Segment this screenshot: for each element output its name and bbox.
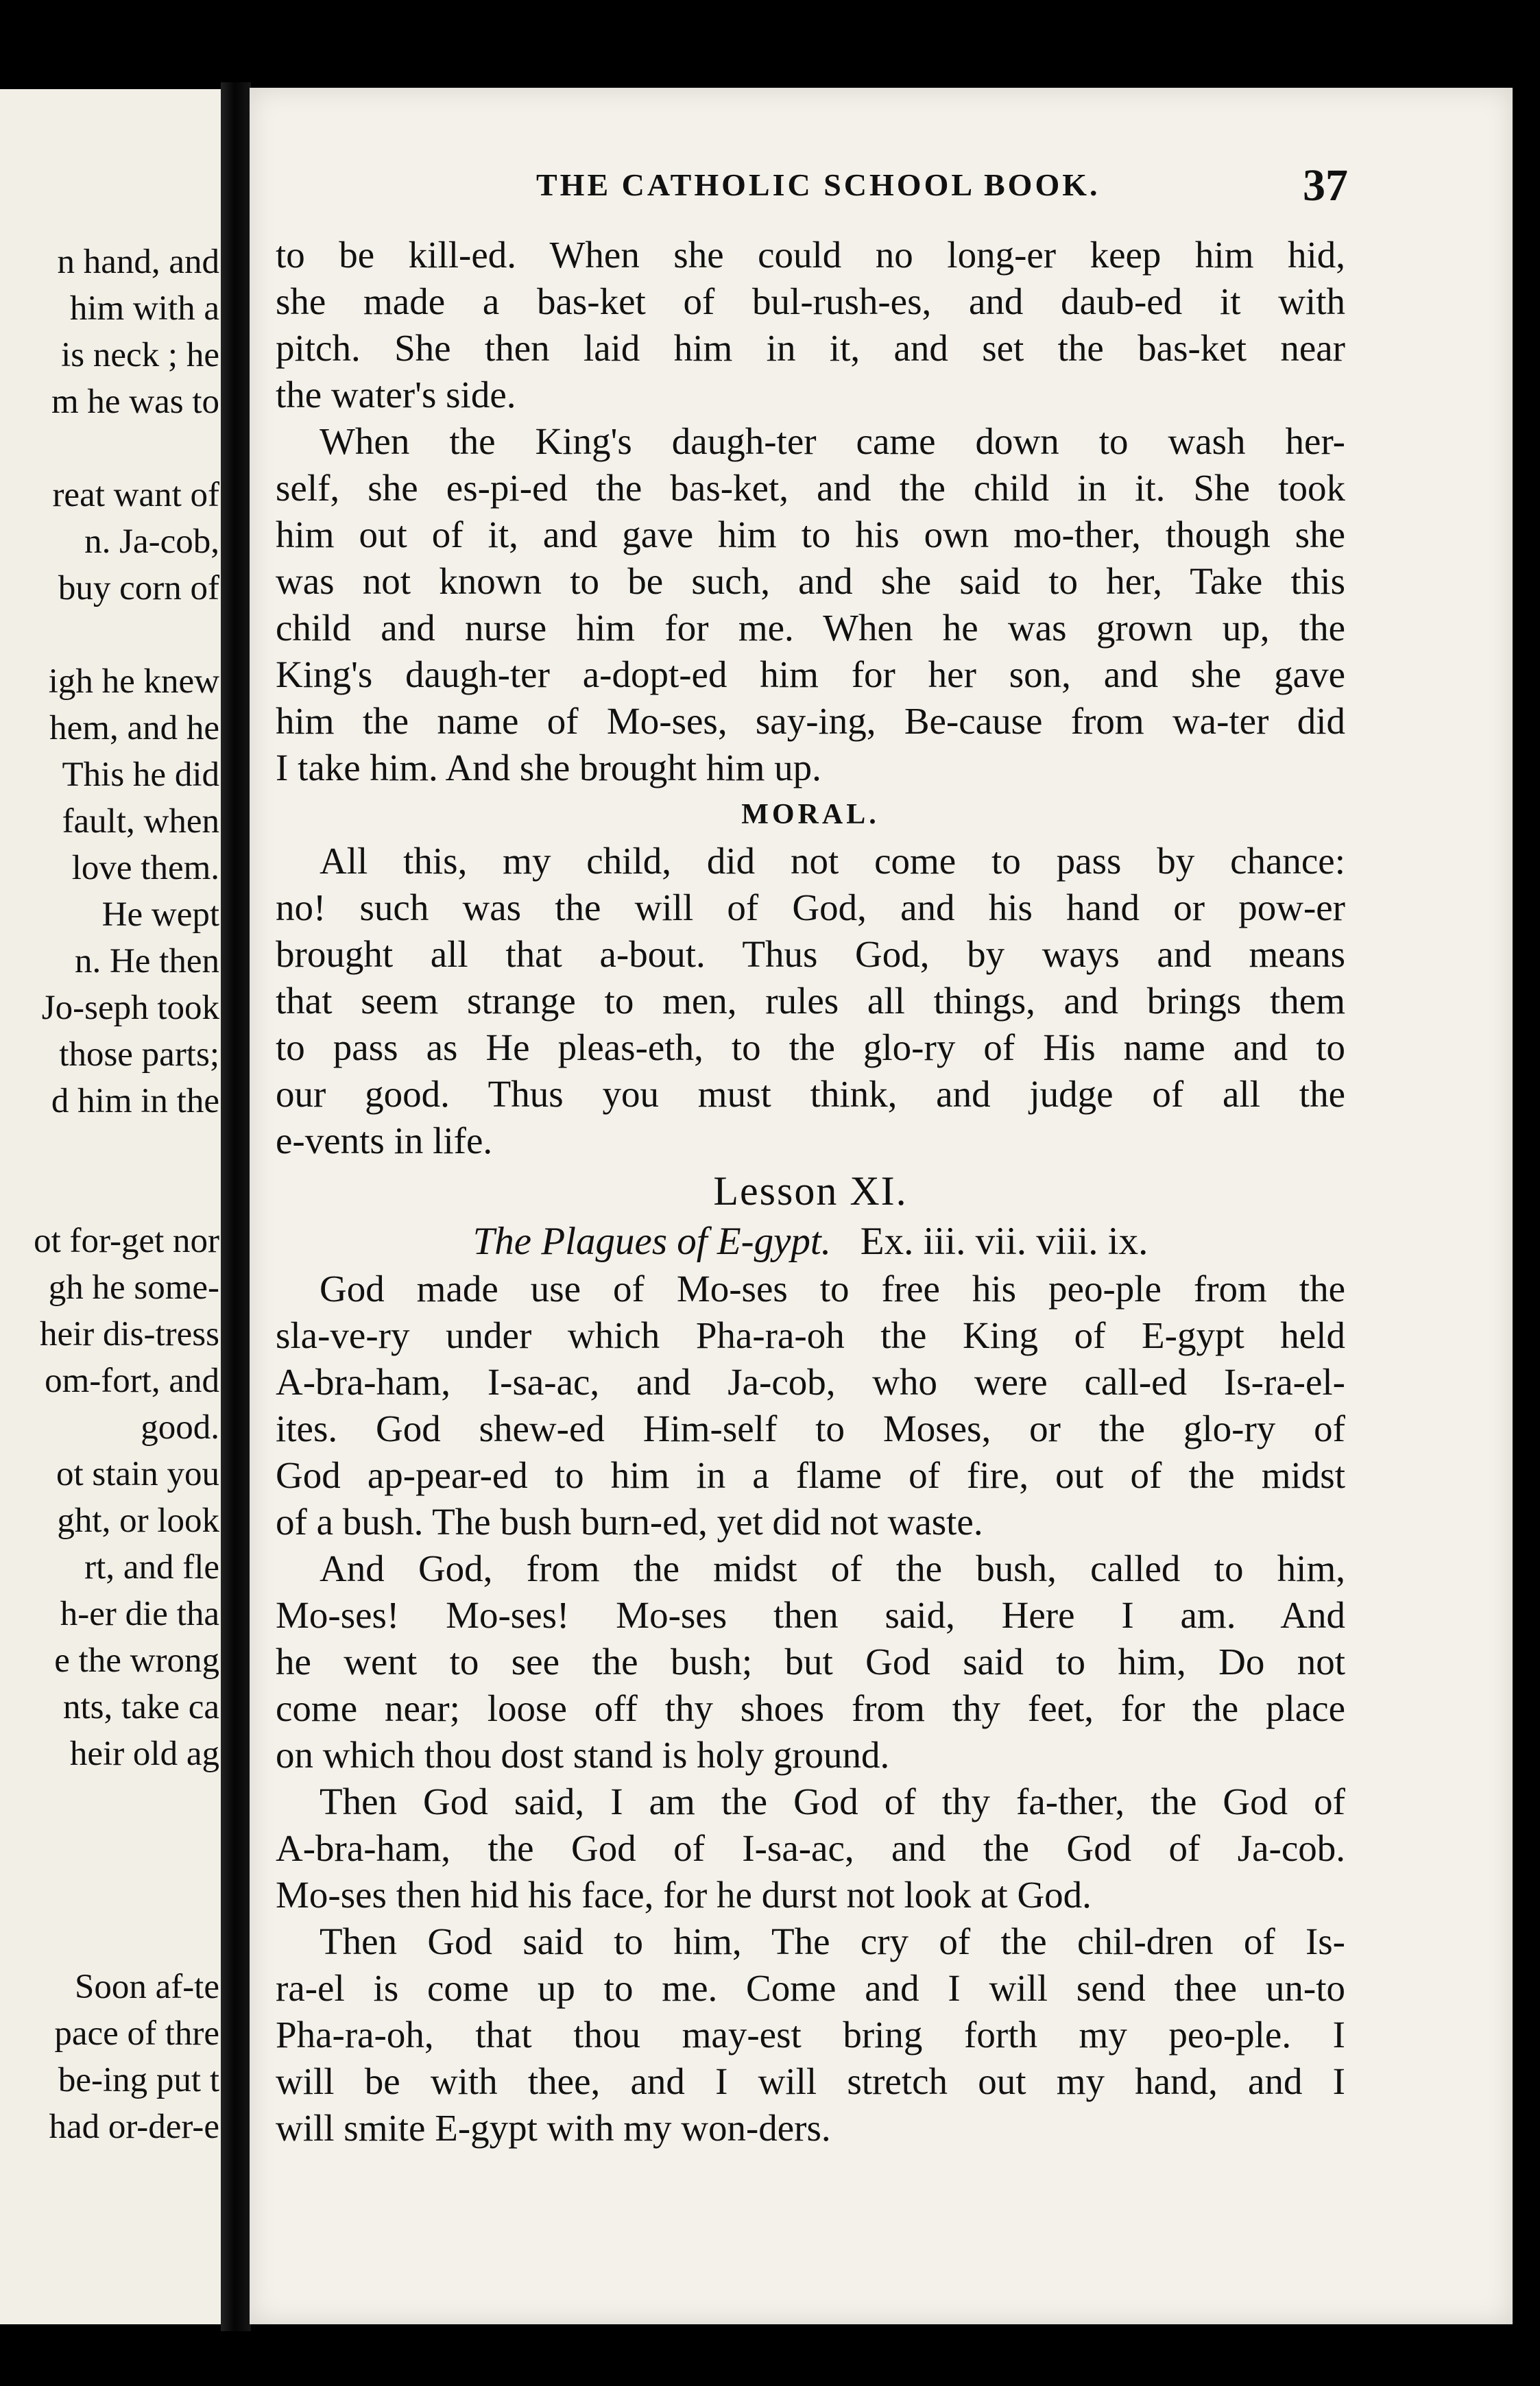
left-page-line: He wept: [101, 895, 219, 934]
left-page-line: those parts;: [59, 1035, 219, 1074]
lesson-paragraphs: [276, 1266, 1345, 2152]
lesson-reference: Ex. iii. vii. viii. ix.: [860, 1220, 1148, 1263]
lesson-line: Pha-ra-oh, that thou may-est bring forth my peo-ple. I: [276, 2014, 1345, 2056]
story-line: When the King's daugh-ter came down to wash her-: [320, 420, 1345, 462]
story-line: King's daugh-ter a-dopt-ed him for her son, and she gave: [276, 653, 1345, 695]
left-page-line: him with a: [69, 289, 219, 328]
left-page-line: d him in the: [51, 1082, 219, 1120]
story-line: was not known to be such, and she said to her, Take this: [276, 560, 1345, 602]
left-page-line: ot stain you: [56, 1455, 219, 1493]
left-page-line: n. Ja-cob,: [84, 522, 219, 561]
lesson-line: Then God said, I am the God of thy fa-ther, the God of: [320, 1781, 1345, 1822]
left-page-line: h-er die tha: [60, 1595, 219, 1633]
left-page-line: buy corn of: [58, 569, 219, 607]
page-number: 37: [1303, 160, 1348, 210]
left-page-line: n. He then: [74, 942, 219, 980]
lesson-line: And God, from the midst of the bush, called to him,: [320, 1547, 1345, 1589]
story-line: him out of it, and gave him to his own mo-ther, though she: [276, 514, 1345, 555]
lesson-line: will smite E-gypt with my won-ders.: [276, 2107, 831, 2149]
lesson-title: The Plagues of E-gypt.: [472, 1220, 832, 1263]
left-page-line: gh he some-: [48, 1268, 219, 1307]
lesson-line: sla-ve-ry under which Pha-ra-oh the King of E-gypt held: [276, 1314, 1345, 1356]
moral-line: our good. Thus you must think, and judge of all the: [276, 1073, 1345, 1115]
book-gutter: [221, 82, 251, 2331]
left-page-line: This he did: [62, 756, 219, 794]
lesson-line: come near; loose off thy shoes from thy feet, for the place: [276, 1687, 1345, 1729]
left-page-line: fault, when: [62, 802, 219, 841]
running-title: THE CATHOLIC SCHOOL BOOK.: [536, 167, 1100, 202]
left-page-line: good.: [141, 1408, 219, 1447]
lesson-line: ites. God shew-ed Him-self to Moses, or the glo-ry of: [276, 1408, 1345, 1449]
lesson-line: Mo-ses! Mo-ses! Mo-ses then said, Here I am. And: [276, 1594, 1345, 1636]
left-page-line: love them.: [71, 849, 219, 887]
lesson-line: God ap-pear-ed to him in a flame of fire, out of the midst: [276, 1454, 1345, 1496]
left-page-line: om-fort, and: [45, 1362, 219, 1400]
story-line: him the name of Mo-ses, say-ing, Be-cause from wa-ter did: [276, 700, 1345, 742]
story-line: pitch. She then laid him in it, and set the bas-ket near: [276, 327, 1345, 369]
lesson-line: he went to see the bush; but God said to him, Do not: [276, 1641, 1345, 1683]
left-page-line: ot for-get nor: [34, 1222, 219, 1260]
lesson-line: of a bush. The bush burn-ed, yet did not waste.: [276, 1501, 983, 1543]
lesson-subtitle: [276, 1218, 1345, 1266]
moral-line: e-vents in life.: [276, 1120, 493, 1161]
story-line: self, she es-pi-ed the bas-ket, and the child in it. She took: [276, 467, 1345, 509]
story-line: child and nurse him for me. When he was grown up, the: [276, 607, 1345, 649]
left-page-line: heir dis-tress: [39, 1315, 219, 1353]
lesson-line: God made use of Mo-ses to free his peo-ple from the: [320, 1268, 1345, 1310]
moral-line: no! such was the will of God, and his hand or pow-er: [276, 887, 1345, 928]
left-page-line: Jo-seph took: [41, 989, 219, 1027]
left-page-line: igh he knew: [48, 662, 219, 701]
left-page-line: Soon af-te: [74, 1968, 219, 2006]
left-page-line: m he was to: [51, 383, 219, 421]
moral-line: that seem strange to men, rules all things, and brings them: [276, 980, 1345, 1022]
left-page-line: hem, and he: [49, 709, 219, 747]
left-page-line: nts, take ca: [63, 1688, 219, 1726]
left-page-line: rt, and fle: [84, 1548, 219, 1587]
lesson-line: will be with thee, and I will stretch out my hand, and I: [276, 2060, 1345, 2102]
moral-line: to pass as He pleas-eth, to the glo-ry of His name and to: [276, 1026, 1345, 1068]
left-page-line: e the wrong: [54, 1641, 219, 1680]
left-page-line: be-ing put t: [58, 2061, 219, 2099]
left-page-line: ght, or look: [57, 1502, 219, 1540]
lesson-line: on which thou dost stand is holy ground.: [276, 1734, 890, 1776]
lesson-line: Then God said to him, The cry of the chil-dren of Is-: [320, 1920, 1345, 1962]
moral-heading: MORAL.: [741, 799, 880, 830]
left-page-fragment: [0, 89, 226, 2324]
left-page-line: reat want of: [52, 476, 219, 514]
left-page-line: heir old ag: [69, 1735, 219, 1773]
lesson-line: A-bra-ham, I-sa-ac, and Ja-cob, who were call-ed Is-ra-el-: [276, 1361, 1345, 1403]
left-page-line: pace of thre: [54, 2014, 219, 2053]
lesson-line: Mo-ses then hid his face, for he durst not look at God.: [276, 1874, 1092, 1916]
story-line: the water's side.: [276, 374, 516, 415]
story-line: I take him. And she brought him up.: [276, 747, 821, 788]
moral-line: All this, my child, did not come to pass by chance:: [320, 840, 1345, 882]
story-line: to be kill-ed. When she could no long-er keep him hid,: [276, 234, 1345, 276]
text-block: [276, 232, 1345, 2152]
right-page: [250, 88, 1513, 2324]
lesson-heading: Lesson XI.: [713, 1168, 908, 1214]
left-page-line: had or-der-e: [49, 2108, 219, 2146]
story-line: she made a bas-ket of bul-rush-es, and daub-ed it with: [276, 280, 1345, 322]
lesson-line: A-bra-ham, the God of I-sa-ac, and the God of Ja-cob.: [276, 1827, 1345, 1869]
left-page-line: is neck ; he: [61, 336, 219, 374]
moral-line: brought all that a-bout. Thus God, by ways and means: [276, 933, 1345, 975]
lesson-line: ra-el is come up to me. Come and I will send thee un-to: [276, 1967, 1345, 2009]
left-page-line: n hand, and: [57, 243, 219, 281]
story-paragraphs: [276, 232, 1345, 791]
moral-paragraph: [276, 838, 1345, 1164]
